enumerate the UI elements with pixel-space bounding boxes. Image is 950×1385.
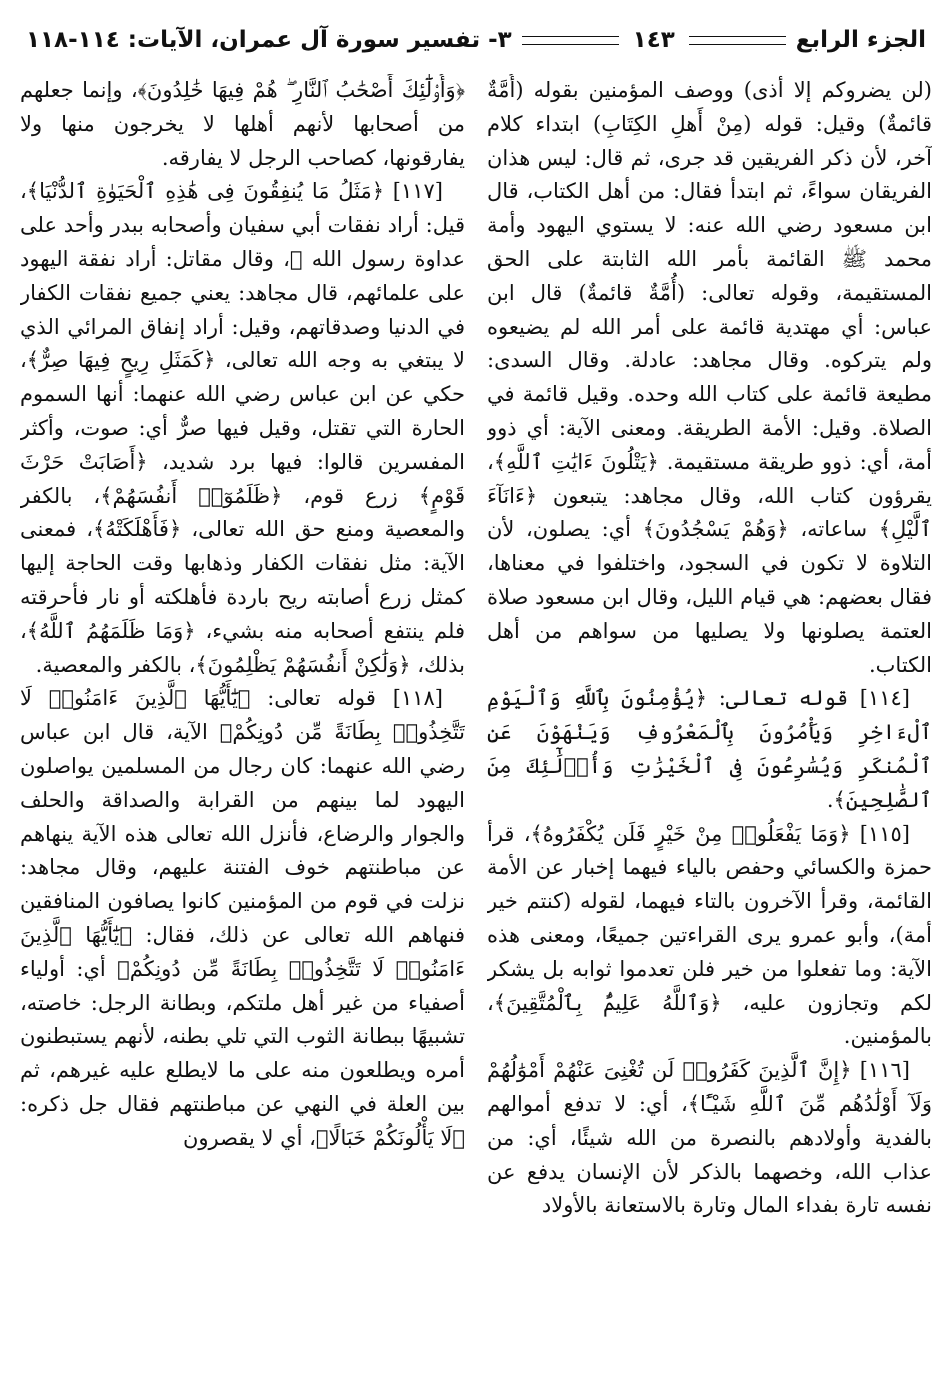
part-label: الجزء الرابع	[795, 27, 926, 53]
paragraph-verse-118: [١١٨] قوله تعالى: ﴿يَٰٓأَيُّهَا ٱلَّذِينَ ءَامَنُوا۟ لَا تَتَّخِذُوا۟ بِطَانَةً مِّن دُونِكُمْ﴾ الآية، قال ابن عباس رضي الله عنهما: كان رجال من المسلمين يواصلون اليهود لما بينهم من القرابة والصداقة والحلف والجوار والرضاع، فأنزل الله تعالى هذه الآية ينهاهم عن مباطنتهم خوف الفتنة عليهم، وقال مجاهد: نزلت في قوم من المؤمنين كانوا يصافون المنافقين فنهاهم الله تعالى عن ذلك، فقال: ﴿يَٰٓأَيُّهَا ٱلَّذِينَ ءَامَنُوا۟ لَا تَتَّخِذُوا۟ بِطَانَةً مِّن دُونِكُمْ﴾ أي: أولياء أصفياء من غير أهل ملتكم، وبطانة الرجل: خاصته، تشبيهًا ببطانة الثوب التي تلي بطنه، لأنهم يستبطنون أمره ويطلعون منه على ما لايطلع عليه غيرهم، ثم بين العلة في النهي عن مباطنتهم فقال جل ذكره: ﴿لَا يَأْلُونَكُمْ خَبَالًا﴾، أي لا يقصرون	[20, 686, 465, 1150]
header-rule-left	[522, 36, 619, 45]
text-columns	[20, 74, 932, 1377]
paragraph: (لن يضروكم إلا أذى) ووصف المؤمنين بقوله (أُمَّةٌ قائمةٌ) وقيل: قوله (مِنْ أَهلِ الكِتَابِ) ابتداء كلام آخر، لأن ذكر الفريقين قد جرى، ثم قال: ليس هذان الفريقان سواءً، ثم ابتدأ فقال: من أهل الكتاب، قال ابن مسعود رضي الله عنه: لا يستوي اليهود وأمة محمد ﷺ القائمة بأمر الله الثابتة على الحق المستقيمة، وقوله تعالى: (أُمَّةٌ قائمةٌ) قال ابن عباس: أي مهتدية قائمة على أمر الله لم يضيعوه ولم يتركوه. وقال مجاهد: عادلة. وقال السدى: مطيعة قائمة على كتاب الله وحده. وقيل قائمة في الصلاة. وقيل: الأمة الطريقة. ومعنى الآية: أي ذوو أمة، أي: ذوو طريقة مستقيمة. ﴿يَتْلُونَ ءَايَٰتِ ٱللَّهِ﴾، يقرؤون كتاب الله، وقال مجاهد: يتبعون ﴿ءَانَآءَ ٱلَّيْلِ﴾ ساعاته، ﴿وَهُمْ يَسْجُدُونَ﴾ أي: يصلون، لأن التلاوة لا تكون في السجود، واختلفوا في معناها، فقال بعضهم: هي قيام الليل، وقال ابن مسعود صلاة العتمة يصلونها ولا يصليها من سواهم من أهل الكتاب.	[487, 78, 932, 677]
paragraph-verse-116: [١١٦] ﴿إِنَّ ٱلَّذِينَ كَفَرُوا۟ لَن تُغْنِىَ عَنْهُمْ أَمْوَٰلُهُمْ وَلَآ أَوْلَٰدُهُم مِّنَ ٱللَّهِ شَيْـًٔا﴾، أي: لا تدفع أموالهم بالفدية وأولادهم بالنصرة من الله شيئًا، أي: من عذاب الله، وخصهما بالذكر لأن الإنسان يدفع عن نفسه تارة بفداء المال وتارة بالاستعانة بالأولاد	[487, 1058, 932, 1218]
right-column	[487, 74, 932, 1377]
paragraph-verse-115: [١١٥] ﴿وَمَا يَفْعَلُوا۟ مِنْ خَيْرٍ فَلَن يُكْفَرُوهُ﴾، قرأ حمزة والكسائي وحفص بالياء فيهما إخبار عن الأمة القائمة، وقرأ الآخرون بالتاء فيهما، لقوله (كنتم خير أمة)، وأبو عمرو يرى القراءتين جميعًا، ومعنى هذه الآية: وما تفعلوا من خير فلن تعدموا ثوابه بل يشكر لكم وتجازون عليه، ﴿وَٱللَّهُ عَلِيمٌۢ بِٱلْمُتَّقِينَ﴾، بالمؤمنين.	[487, 821, 932, 1049]
paragraph-verse-117: [١١٧] ﴿مَثَلُ مَا يُنفِقُونَ فِى هَٰذِهِ ٱلْحَيَوٰةِ ٱلدُّنْيَا﴾، قيل: أراد نفقات أبي سفيان وأصحابه ببدر وأحد على عداوة رسول الله ﷺ، وقال مقاتل: أراد نفقة اليهود على علمائهم، قال مجاهد: يعني جميع نفقات الكفار في الدنيا وصدقاتهم، وقيل: أراد إنفاق المرائي الذي لا يبتغي به وجه الله تعالى، ﴿كَمَثَلِ رِيحٍ فِيهَا صِرٌّ﴾، حكي عن ابن عباس رضي الله عنهما: أنها السموم الحارة التي تقتل، وقيل فيها صرٌّ أي: صوت، وأكثر المفسرين قالوا: فيها برد شديد، ﴿أَصَابَتْ حَرْثَ قَوْمٍ﴾ زرع قوم، ﴿ظَلَمُوٓا۟ أَنفُسَهُمْ﴾، بالكفر والمعصية ومنع حق الله تعالى، ﴿فَأَهْلَكَتْهُ﴾، فمعنى الآية: مثل نفقات الكفار وذهابها وقت الحاجة إليها كمثل زرع أصابته ريح باردة فأهلكته أو نار فأحرقته فلم ينتفع أصحابه منه بشيء، ﴿وَمَا ظَلَمَهُمُ ٱللَّهُ﴾، بذلك، ﴿وَلَٰكِنْ أَنفُسَهُمْ يَظْلِمُونَ﴾، بالكفر والمعصية.	[20, 179, 465, 677]
header-rule-right	[689, 36, 786, 45]
paragraph: ﴿وَأُو۟لَٰٓئِكَ أَصْحَٰبُ ٱلنَّارِ ۖ هُمْ فِيهَا خَٰلِدُونَ﴾، وإنما جعلهم من أصحابها لأنهم أهلها لا يخرجون منها ولا يفارقونها، كصاحب الرجل لا يفارقه.	[20, 78, 465, 170]
page-header	[26, 20, 926, 60]
surah-title: ٣- تفسير سورة آل عمران، الآيات: ١١٤-١١٨	[25, 27, 512, 53]
paragraph-verse-114: [١١٤] قوله تعالى: ﴿يُؤْمِنُونَ بِٱللَّهِ وَٱلْيَوْمِ ٱلْءَاخِرِ وَيَأْمُرُونَ بِٱلْمَعْرُوفِ وَيَنْهَوْنَ عَنِ ٱلْمُنكَرِ وَيُسَٰرِعُونَ فِى ٱلْخَيْرَٰتِ وَأُو۟لَٰٓئِكَ مِنَ ٱلصَّٰلِحِينَ﴾.	[487, 686, 932, 812]
left-column	[20, 74, 465, 1377]
page-number: ١٤٣	[632, 27, 675, 53]
